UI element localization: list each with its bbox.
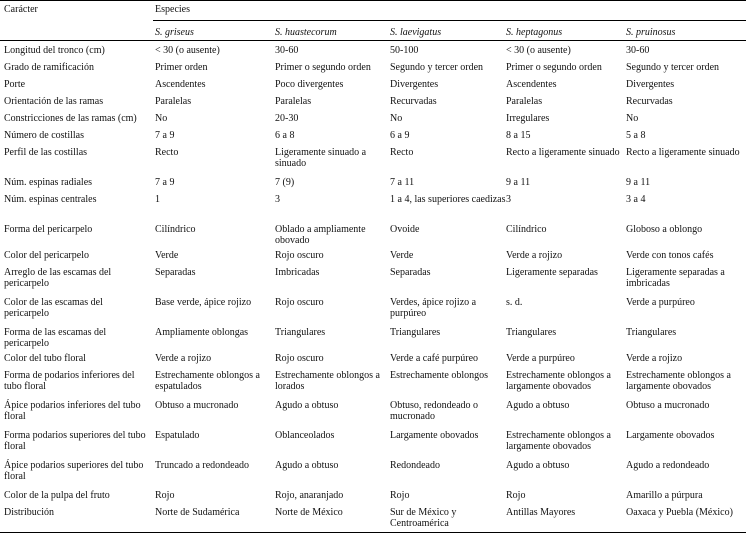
table-cell: Separadas	[390, 266, 431, 278]
table-cell: Verde con tonos cafés	[626, 249, 714, 261]
table-cell: Estrechamente oblongos a largamente obovados	[626, 369, 731, 392]
table-cell: Largamente obovados	[390, 429, 479, 441]
header-row-species-names	[0, 21, 746, 41]
table-cell: Rojo oscuro	[275, 249, 324, 261]
table-cell: Verde a purpúreo	[626, 296, 695, 308]
table-cell: Imbricadas	[275, 266, 320, 278]
row-label: Ápice podarios inferiores del tubo floral	[4, 399, 141, 422]
table-row	[0, 503, 746, 533]
table-cell: Espatulado	[155, 429, 200, 441]
table-cell: 7 a 11	[390, 176, 415, 188]
row-label: Número de costillas	[4, 129, 84, 141]
header-row-species	[0, 1, 746, 21]
table-cell: Agudo a obtuso	[506, 399, 570, 411]
table-cell: Truncado a redondeado	[155, 459, 250, 471]
table-cell: Rojo	[155, 489, 175, 501]
table-cell: 9 a 11	[626, 176, 651, 188]
table-row	[0, 293, 746, 323]
table-row	[0, 126, 746, 143]
table-cell: Rojo oscuro	[275, 296, 324, 308]
table-cell: No	[390, 112, 403, 124]
table-cell: Triangulares	[626, 326, 677, 338]
row-label: Forma de podarios inferiores del tubo floral	[4, 369, 135, 392]
table-cell: Oblanceolados	[275, 429, 335, 441]
row-label: Longitud del tronco (cm)	[4, 45, 105, 56]
row-label: Núm. espinas centrales	[4, 193, 97, 205]
table-cell: Estrechamente oblongos a espatulados	[155, 369, 260, 392]
table-cell: Ligeramente sinuado a sinuado	[275, 146, 367, 169]
table-cell: < 30 (o ausente)	[506, 45, 571, 56]
table-cell: Verde	[155, 249, 179, 261]
row-label: Ápice podarios superiores del tubo floral	[4, 459, 144, 482]
row-label: Orientación de las ramas	[4, 95, 104, 107]
table-cell: Agudo a obtuso	[275, 399, 339, 411]
table-cell: Separadas	[155, 266, 196, 278]
row-label: Grado de ramificación	[4, 61, 94, 73]
table-row	[0, 143, 746, 173]
table-cell: Primer o segundo orden	[275, 61, 371, 73]
table-cell: 3	[506, 193, 511, 205]
table-cell: Verde	[390, 249, 414, 261]
table-row	[0, 41, 746, 58]
table-row	[0, 58, 746, 75]
table-cell: Obtuso a mucronado	[626, 399, 710, 411]
table-cell: Redondeado	[390, 459, 440, 471]
table-row	[0, 75, 746, 92]
row-label: Constricciones de las ramas (cm)	[4, 112, 137, 124]
table-body	[0, 1, 746, 533]
table-row	[0, 263, 746, 293]
table-cell: Rojo	[506, 489, 526, 501]
table-cell: Triangulares	[390, 326, 441, 338]
table-cell: Verde a purpúreo	[506, 352, 575, 364]
row-label: Forma de las escamas del pericarpelo	[4, 326, 107, 349]
table-cell: Recurvadas	[390, 95, 437, 107]
table-cell: Segundo y tercer orden	[626, 61, 720, 73]
table-cell: 20-30	[275, 112, 299, 124]
row-label: Color de las escamas del pericarpelo	[4, 296, 103, 319]
table-cell: Obtuso a mucronado	[155, 399, 239, 411]
table-cell: 9 a 11	[506, 176, 531, 188]
table-cell: No	[155, 112, 168, 124]
header-spacer	[0, 21, 153, 41]
table-cell: Cilíndrico	[506, 223, 547, 235]
table-cell: Estrechamente oblongos a largamente obovados	[506, 369, 611, 392]
table-row	[0, 190, 746, 220]
table-cell: Divergentes	[626, 78, 675, 90]
table-row	[0, 109, 746, 126]
table-cell: Oblado a ampliamente obovado	[275, 223, 366, 246]
row-label: Forma del pericarpelo	[4, 223, 93, 235]
table-cell: Ligeramente separadas a imbricadas	[626, 266, 725, 289]
table-cell: Verde a rojizo	[155, 352, 212, 364]
table-cell: Recurvadas	[626, 95, 673, 107]
table-cell: Recto a ligeramente sinuado	[626, 146, 740, 158]
table-cell: Agudo a obtuso	[275, 459, 339, 471]
table-cell: 5 a 8	[626, 129, 646, 141]
table-cell: Poco divergentes	[275, 78, 344, 90]
table-cell: Verde a café purpúreo	[390, 352, 479, 364]
table-cell: Rojo	[390, 489, 410, 501]
table-cell: Paralelas	[275, 95, 312, 107]
table-cell: 6 a 9	[390, 129, 410, 141]
table-cell: 3 a 4	[626, 193, 646, 205]
character-header: Carácter	[0, 1, 153, 21]
table-cell: Estrechamente oblongos a largamente obovados	[506, 429, 611, 452]
table-cell: Recto	[390, 146, 414, 158]
table-cell: 1	[155, 193, 160, 205]
table-cell: Ligeramente separadas	[506, 266, 598, 278]
species-name: S. griseus	[153, 21, 275, 41]
table-cell: Divergentes	[390, 78, 439, 90]
table-cell: Segundo y tercer orden	[390, 61, 484, 73]
row-label: Forma podarios superiores del tubo floral	[4, 429, 146, 452]
table-row	[0, 426, 746, 456]
row-label: Color del tubo floral	[4, 352, 86, 364]
table-cell: Base verde, ápice rojizo	[155, 296, 252, 308]
table-cell: < 30 (o ausente)	[155, 45, 220, 56]
row-label: Núm. espinas radiales	[4, 176, 93, 188]
species-name: S. huastecorum	[275, 21, 390, 41]
table-cell: Rojo, anaranjado	[275, 489, 344, 501]
table-cell: Estrechamente oblongos a lorados	[275, 369, 380, 392]
table-cell: 30-60	[626, 45, 650, 56]
table-cell: Verde a rojizo	[506, 249, 563, 261]
table-cell: Primer orden	[155, 61, 208, 73]
table-cell: Oaxaca y Puebla (México)	[626, 503, 746, 533]
table-cell: No	[626, 112, 639, 124]
table-cell: Paralelas	[506, 95, 543, 107]
table-row	[0, 366, 746, 396]
table-cell: 7 a 9	[155, 176, 175, 188]
row-label: Color de la pulpa del fruto	[4, 489, 110, 501]
species-name: S. heptagonus	[506, 21, 626, 41]
table-cell: Ovoide	[390, 223, 420, 235]
table-cell: Recto a ligeramente sinuado	[506, 146, 620, 158]
table-cell: Verde a rojizo	[626, 352, 683, 364]
table-cell: 7 a 9	[155, 129, 175, 141]
table-row	[0, 246, 746, 263]
table-row	[0, 220, 746, 246]
table-cell: Ascendentes	[506, 78, 557, 90]
species-name: S. laevigatus	[390, 21, 506, 41]
table-cell: Antillas Mayores	[506, 503, 626, 533]
row-label: Arreglo de las escamas del pericarpelo	[4, 266, 112, 289]
table-cell: 50-100	[390, 45, 419, 56]
species-header: Especies	[153, 1, 746, 21]
table-row	[0, 92, 746, 109]
table-cell: s. d.	[506, 296, 523, 308]
table-cell: Norte de Sudamérica	[153, 503, 275, 533]
table-row	[0, 173, 746, 190]
table-cell: Agudo a redondeado	[626, 459, 710, 471]
table-cell: Obtuso, redondeado o mucronado	[390, 399, 479, 422]
table-cell: 8 a 15	[506, 129, 531, 141]
table-cell: Ampliamente oblongas	[155, 326, 249, 338]
table-row	[0, 349, 746, 366]
table-cell: Paralelas	[155, 95, 192, 107]
table-cell: Irregulares	[506, 112, 550, 124]
row-label: Porte	[4, 78, 26, 90]
table-cell: 3	[275, 193, 280, 205]
table-cell: Estrechamente oblongos	[390, 369, 489, 381]
row-label: Distribución	[0, 503, 153, 533]
table-cell: Primer o segundo orden	[506, 61, 602, 73]
table-row	[0, 323, 746, 349]
row-label: Color del pericarpelo	[4, 249, 89, 261]
table-cell: 6 a 8	[275, 129, 295, 141]
table-cell: 1 a 4, las superiores caedizas	[390, 193, 506, 205]
table-cell: Agudo a obtuso	[506, 459, 570, 471]
table-cell: Triangulares	[275, 326, 326, 338]
table-row	[0, 486, 746, 503]
row-label: Perfil de las costillas	[4, 146, 88, 158]
table-cell: Sur de México y Centroamérica	[390, 503, 506, 533]
table-cell: Rojo oscuro	[275, 352, 324, 364]
table-cell: Cilíndrico	[155, 223, 196, 235]
table-cell: Largamente obovados	[626, 429, 715, 441]
table-cell: 30-60	[275, 45, 299, 56]
table-cell: Ascendentes	[155, 78, 206, 90]
species-name: S. pruinosus	[626, 21, 746, 41]
table-cell: Verdes, ápice rojizo a purpúreo	[390, 296, 477, 319]
table-row	[0, 456, 746, 486]
table-row	[0, 396, 746, 426]
table-cell: Triangulares	[506, 326, 557, 338]
table-cell: Amarillo a púrpura	[626, 489, 703, 501]
table-cell: Recto	[155, 146, 179, 158]
table-cell: 7 (9)	[275, 176, 295, 188]
table-cell: Globoso a oblongo	[626, 223, 703, 235]
table-cell: Norte de México	[275, 503, 390, 533]
